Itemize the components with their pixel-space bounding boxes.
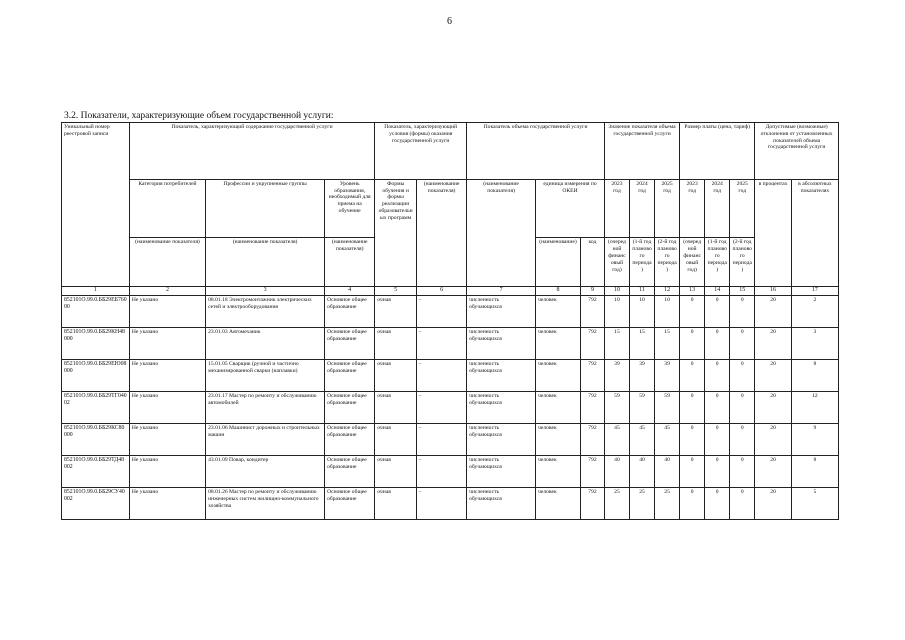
row-registry-code: 852101О.99.0.ББ29КС80000 [62,424,130,456]
row-consumer-category: Не указано [129,487,205,519]
row-volume-indicator: численность обучающихся [467,360,536,392]
row-fee-2024: 0 [705,296,730,328]
row-deviation-absolute: 12 [791,392,838,424]
subheader2-plan-year-1: (1-й год планового периода) [630,238,655,286]
row-value-2025: 25 [655,487,680,519]
header-fee-size: Размер платы (цена, тариф) [680,123,755,180]
row-deviation-absolute: 5 [791,487,838,519]
row-deviation-absolute: 3 [791,328,838,360]
row-deviation-absolute: 8 [791,455,838,487]
row-fee-2023: 0 [680,455,705,487]
row-study-form: очная [375,328,417,360]
row-value-2024: 25 [630,487,655,519]
table-row [62,455,839,487]
row-study-form: очная [375,487,417,519]
subheader-deviation-absolute: в абсолютных показателях [791,179,838,286]
header-volume-indicator: Показатель объема государственной услуги [467,123,605,180]
row-okei-code: 792 [580,328,604,360]
header-volume-value: Значение показателя объема государственной услуги [604,123,679,180]
column-number-cell: 4 [325,286,375,295]
row-fee-2025: 0 [730,392,755,424]
row-fee-2023: 0 [680,296,705,328]
row-okei-code: 792 [580,455,604,487]
row-consumer-category: Не указано [129,424,205,456]
row-profession: 43.01.09 Повар, кондитер [206,455,325,487]
subheader2-profession-name: (наименование показателя) [206,238,325,286]
row-fee-2024: 0 [705,424,730,456]
row-value-2023: 25 [604,487,629,519]
row-okei-code: 792 [580,360,604,392]
row-value-2025: 40 [655,455,680,487]
header-content-indicator: Показатель, характеризующий содержание государственной услуги [129,123,374,180]
row-education-level: Основное общее образование [325,487,375,519]
row-consumer-category: Не указано [129,328,205,360]
row-profession: 08.01.26 Мастер по ремонту и обслуживанию инженерных систем жилищно-коммунального хозяйства [206,487,325,519]
table-row [62,296,839,328]
row-profession: 23.01.03 Автомеханик [206,328,325,360]
row-profession: 23.01.06 Машинист дорожных и строительных машин [206,424,325,456]
column-number-cell: 8 [536,286,581,295]
row-unit-name: человек [536,424,581,456]
row-value-2023: 10 [604,296,629,328]
row-education-level: Основное общее образование [325,455,375,487]
subheader2-fee-plan-year-2: (2-й год планового периода) [730,238,755,286]
column-number-cell: 13 [680,286,705,295]
row-volume-indicator: численность обучающихся [467,392,536,424]
row-fee-2024: 0 [705,328,730,360]
row-fee-2025: 0 [730,424,755,456]
row-value-2024: 10 [630,296,655,328]
row-fee-2023: 0 [680,360,705,392]
row-condition-value: - [417,360,467,392]
row-volume-indicator: численность обучающихся [467,424,536,456]
subheader-professions: Профессии и укрупненные группы [206,179,325,238]
row-volume-indicator: численность обучающихся [467,328,536,360]
table-row [62,392,839,424]
row-value-2023: 59 [604,392,629,424]
section-title: 3.2. Показатели, характеризующие объем государственной услуги: [64,111,334,121]
table-row [62,424,839,456]
row-condition-value: - [417,296,467,328]
row-registry-code: 852101О.99.0.ББ29ЕБ76000 [62,296,130,328]
row-value-2025: 10 [655,296,680,328]
row-fee-2024: 0 [705,455,730,487]
row-consumer-category: Не указано [129,360,205,392]
row-study-form: очная [375,360,417,392]
row-value-2023: 45 [604,424,629,456]
row-okei-code: 792 [580,392,604,424]
column-number-cell: 11 [630,286,655,295]
row-registry-code: 852101О.99.0.ББ29ТД48002 [62,455,130,487]
row-deviation-percent: 20 [755,487,792,519]
subheader-year-2024: 2024 год [630,179,655,238]
row-deviation-absolute: 8 [791,360,838,392]
column-number-cell: 1 [62,286,130,295]
row-education-level: Основное общее образование [325,424,375,456]
row-value-2023: 40 [604,455,629,487]
subheader2-level-name: (наименование показателя) [325,238,375,286]
table-row [62,360,839,392]
column-number-cell: 14 [705,286,730,295]
row-fee-2025: 0 [730,360,755,392]
row-value-2023: 15 [604,328,629,360]
row-fee-2025: 0 [730,487,755,519]
row-fee-2025: 0 [730,455,755,487]
row-consumer-category: Не указано [129,455,205,487]
row-study-form: очная [375,455,417,487]
subheader2-consumer-name: (наименование показателя) [129,238,205,286]
row-deviation-absolute: 2 [791,296,838,328]
row-education-level: Основное общее образование [325,392,375,424]
subheader-year-2023: 2023 год [604,179,629,238]
subheader-fee-2024: 2024 год [705,179,730,238]
row-value-2024: 45 [630,424,655,456]
row-consumer-category: Не указано [129,392,205,424]
row-value-2025: 45 [655,424,680,456]
header-conditions-indicator: Показатель, характеризующий условия (формы) оказания государственной услуги [375,123,467,180]
subheader2-unit-name: (наименование) [536,238,581,286]
subheader-fee-2025: 2025 год [730,179,755,238]
row-condition-value: - [417,328,467,360]
table-row [62,328,839,360]
column-number-cell: 15 [730,286,755,295]
row-education-level: Основное общее образование [325,296,375,328]
row-value-2024: 40 [630,455,655,487]
row-unit-name: человек [536,328,581,360]
row-fee-2024: 0 [705,392,730,424]
row-unit-name: человек [536,392,581,424]
row-unit-name: человек [536,455,581,487]
subheader2-fee-next-fin-year: (очередной финансовый год) [680,238,705,286]
row-fee-2024: 0 [705,360,730,392]
subheader-year-2025: 2025 год [655,179,680,238]
row-deviation-percent: 20 [755,296,792,328]
row-deviation-absolute: 9 [791,424,838,456]
row-registry-code: 852101О.99.0.ББ29КН48000 [62,328,130,360]
table-row [62,487,839,519]
row-deviation-percent: 20 [755,424,792,456]
row-fee-2024: 0 [705,487,730,519]
subheader-deviation-percent: в процентах [755,179,792,286]
header-registry-number: Уникальный номер реестровой записи [62,123,130,287]
column-number-cell: 16 [755,286,792,295]
row-profession: 15.01.05 Сварщик (ручной и частично механизированной сварки (наплавки) [206,360,325,392]
row-registry-code: 852101О.99.0.ББ29СУ40002 [62,487,130,519]
row-study-form: очная [375,392,417,424]
row-fee-2023: 0 [680,392,705,424]
row-value-2023: 39 [604,360,629,392]
row-profession: 08.01.18 Электромонтажник электрических сетей и электрооборудования [206,296,325,328]
row-value-2025: 39 [655,360,680,392]
row-okei-code: 792 [580,296,604,328]
subheader2-fee-plan-year-1: (1-й год планового периода) [705,238,730,286]
row-profession: 23.01.17 Мастер по ремонту и обслуживанию автомобилей [206,392,325,424]
row-fee-2025: 0 [730,328,755,360]
row-fee-2025: 0 [730,296,755,328]
column-number-cell: 6 [417,286,467,295]
subheader2-next-fin-year: (очередной финансовый год) [604,238,629,286]
row-study-form: очная [375,424,417,456]
subheader-fee-2023: 2023 год [680,179,705,238]
row-unit-name: человек [536,296,581,328]
header-allowed-deviations: Допустимые (возможные) отклонения от установленных показателей объема государственной услуги [755,123,839,180]
subheader2-plan-year-2: (2-й год планового периода) [655,238,680,286]
row-consumer-category: Не указано [129,296,205,328]
column-number-cell: 12 [655,286,680,295]
row-condition-value: - [417,392,467,424]
column-number-cell: 2 [129,286,205,295]
row-registry-code: 852101О.99.0.ББ29ТГ04002 [62,392,130,424]
row-unit-name: человек [536,360,581,392]
subheader-education-level: Уровень образования, необходимый для приема на обучение [325,179,375,238]
row-condition-value: - [417,424,467,456]
subheader-okei-unit: единица измерения по ОКЕИ [536,179,605,238]
column-number-cell: 9 [580,286,604,295]
row-deviation-percent: 20 [755,392,792,424]
column-number-cell: 3 [206,286,325,295]
volume-indicators-table [61,122,839,520]
row-education-level: Основное общее образование [325,360,375,392]
row-value-2024: 39 [630,360,655,392]
row-value-2024: 59 [630,392,655,424]
subheader-volume-name: (наименование показателя) [467,179,536,286]
row-condition-value: - [417,455,467,487]
column-number-cell: 5 [375,286,417,295]
subheader-conditions-name: (наименование показателя) [417,179,467,286]
row-volume-indicator: численность обучающихся [467,487,536,519]
row-volume-indicator: численность обучающихся [467,455,536,487]
page-number: 6 [447,16,452,27]
row-unit-name: человек [536,487,581,519]
row-education-level: Основное общее образование [325,328,375,360]
row-value-2025: 59 [655,392,680,424]
row-condition-value: - [417,487,467,519]
row-registry-code: 852101О.99.0.ББ29ЕЮ08000 [62,360,130,392]
row-fee-2023: 0 [680,328,705,360]
row-okei-code: 792 [580,487,604,519]
row-value-2024: 15 [630,328,655,360]
row-volume-indicator: численность обучающихся [467,296,536,328]
row-study-form: очная [375,296,417,328]
column-number-cell: 10 [604,286,629,295]
row-deviation-percent: 20 [755,455,792,487]
row-deviation-percent: 20 [755,360,792,392]
row-fee-2023: 0 [680,487,705,519]
row-deviation-percent: 20 [755,328,792,360]
row-value-2025: 15 [655,328,680,360]
column-number-cell: 17 [791,286,838,295]
subheader-consumer-category: Категория потребителей [129,179,205,238]
subheader2-unit-code: код [580,238,604,286]
row-fee-2023: 0 [680,424,705,456]
row-okei-code: 792 [580,424,604,456]
subheader-study-forms: Формы обучения и формы реализации образовательных программ [375,179,417,286]
column-number-cell: 7 [467,286,536,295]
column-numbers-row [62,286,839,295]
